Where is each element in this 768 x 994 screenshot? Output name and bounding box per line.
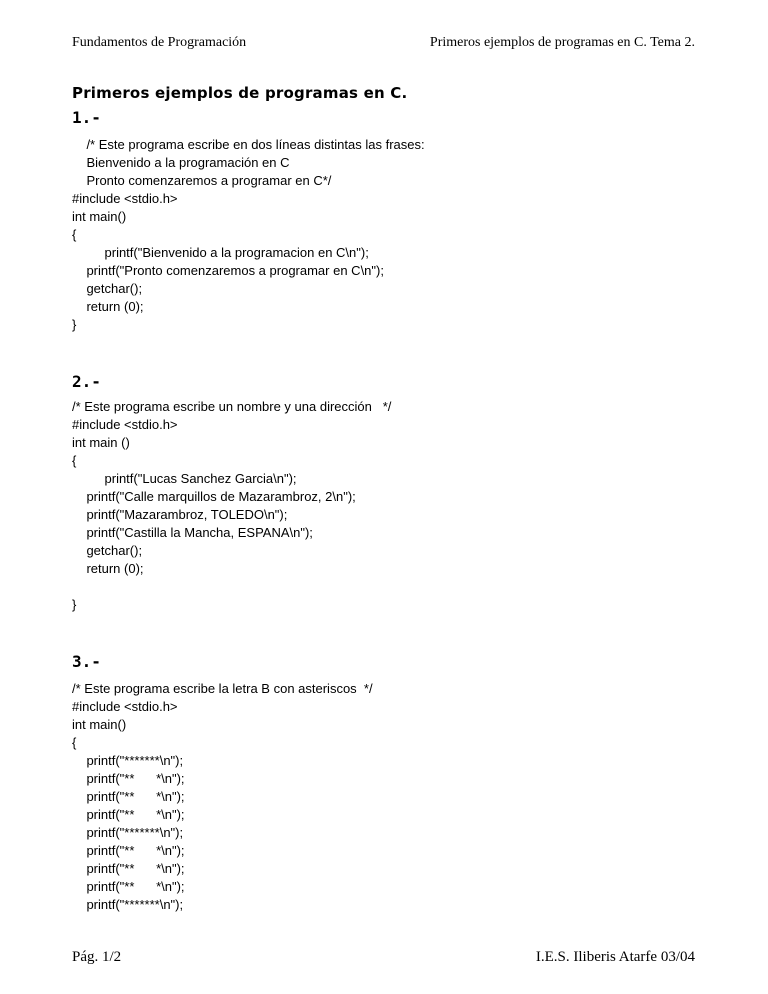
section-1-number: 1.-: [72, 108, 101, 127]
code-line: int main(): [72, 209, 127, 224]
code-line: {: [72, 453, 77, 468]
code-line: printf("Pronto comenzaremos a programar en C\n");: [72, 263, 384, 278]
code-line: printf("Bienvenido a la programacion en C\n");: [72, 245, 369, 260]
code-line: printf("** *\n");: [72, 789, 185, 804]
code-line: printf("Castilla la Mancha, ESPANA\n");: [72, 525, 313, 540]
code-line: printf("Calle marquillos de Mazarambroz, 2\n");: [72, 489, 356, 504]
code-line: return (0);: [72, 561, 144, 576]
code-line: #include <stdio.h>: [72, 699, 178, 714]
code-line: printf("** *\n");: [72, 807, 185, 822]
section-3-number: 3.-: [72, 652, 101, 671]
section-1-code: [72, 136, 425, 334]
code-line: Pronto comenzaremos a programar en C*/: [72, 173, 332, 188]
code-line: printf("Mazarambroz, TOLEDO\n");: [72, 507, 288, 522]
code-line: getchar();: [72, 543, 143, 558]
code-line: #include <stdio.h>: [72, 191, 178, 206]
code-line: printf("** *\n");: [72, 771, 185, 786]
header-left: Fundamentos de Programación: [72, 35, 247, 50]
footer-school: I.E.S. Iliberis Atarfe 03/04: [535, 949, 695, 965]
code-line: }: [72, 597, 77, 612]
section-2-code: [72, 398, 391, 614]
document-title: Primeros ejemplos de programas en C.: [72, 84, 408, 102]
code-line: int main (): [72, 435, 130, 450]
section-3-code: [72, 680, 373, 914]
code-line: #include <stdio.h>: [72, 417, 178, 432]
code-line: int main(): [72, 717, 127, 732]
code-line: [72, 578, 391, 596]
code-line: Bienvenido a la programación en C: [72, 155, 290, 170]
code-line: {: [72, 227, 77, 242]
code-line: printf("*******\n");: [72, 753, 184, 768]
header-right: Primeros ejemplos de programas en C. Tema 2.: [429, 35, 695, 50]
section-2-number: 2.-: [72, 372, 101, 391]
code-line: {: [72, 735, 77, 750]
code-line: printf("** *\n");: [72, 861, 185, 876]
code-line: getchar();: [72, 281, 143, 296]
code-line: }: [72, 317, 77, 332]
footer-page-number: Pág. 1/2: [72, 949, 122, 965]
code-line: printf("*******\n");: [72, 825, 184, 840]
code-line: printf("Lucas Sanchez Garcia\n");: [72, 471, 297, 486]
code-line: /* Este programa escribe la letra B con asteriscos */: [72, 681, 373, 696]
code-line: printf("*******\n");: [72, 897, 184, 912]
code-line: return (0);: [72, 299, 144, 314]
code-line: /* Este programa escribe un nombre y una dirección */: [72, 399, 392, 414]
code-line: printf("** *\n");: [72, 879, 185, 894]
code-line: printf("** *\n");: [72, 843, 185, 858]
code-line: /* Este programa escribe en dos líneas distintas las frases:: [72, 137, 425, 152]
